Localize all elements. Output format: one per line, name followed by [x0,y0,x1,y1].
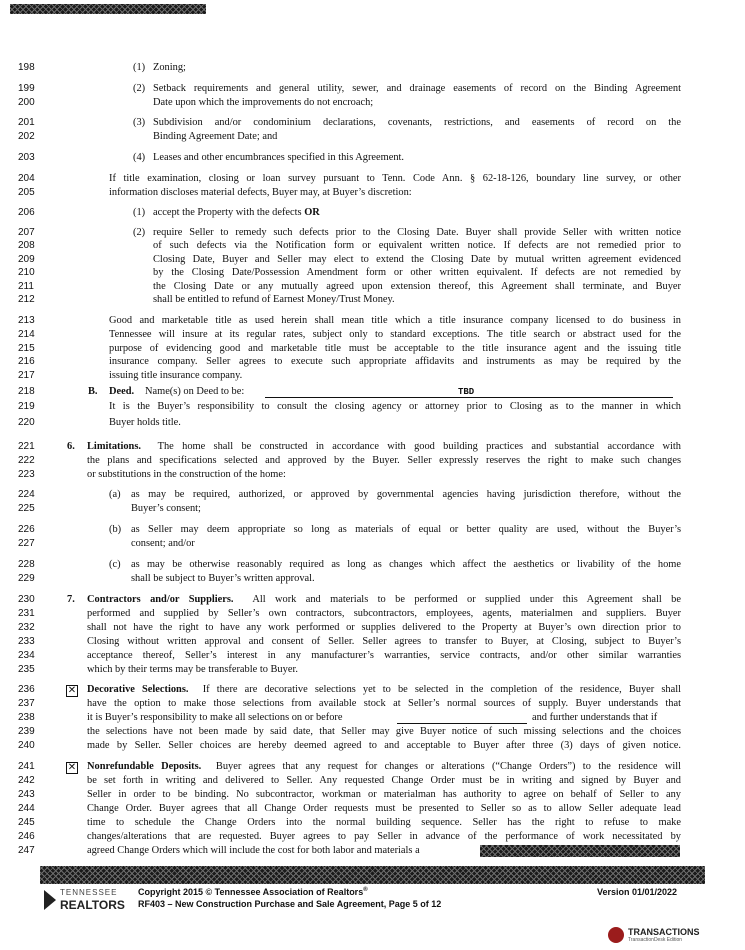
line-number: 210 [18,267,35,278]
line-number: 237 [18,698,35,709]
line-number: 235 [18,664,35,675]
line-content: agreed Change Orders which will include the cost for both labor and materials a [87,845,420,856]
item-label: 7. [67,594,75,605]
line-text [109,173,681,184]
line-text [131,538,195,549]
line-content: Subdivision and/or condominium declarations, covenants, restrictions, and easements of record on the [153,117,681,128]
line-text [109,356,681,367]
line-content: of such defects via the Notification form or equivalent written notice. If defects are not remedied prior to [153,240,681,251]
selection-deadline-field[interactable] [397,712,527,724]
line-text [87,698,681,709]
line-content: consent; and/or [131,538,195,549]
line-number: 206 [18,207,35,218]
line-content: All work and materials to be performed or supplied under this Agreement shall be [252,594,681,605]
line-text [153,294,395,305]
line-text [153,117,681,128]
line-number: 198 [18,62,35,73]
checkbox-236[interactable]: ✕ [67,685,77,696]
line-content: as may be required, authorized, or approved by governmental agencies having jurisdiction therefore, without the [131,489,681,500]
item-label: 6. [67,441,75,452]
item-label: (2) [133,227,146,238]
item-label: (1) [133,207,146,218]
line-number: 218 [18,386,35,397]
line-text [109,329,681,340]
line-text [87,608,681,619]
line-content: made by Seller. Seller choices are hereby deemed agreed to and acceptable to Buyer after three (3) days of given notice. [87,740,681,751]
line-number: 205 [18,187,35,198]
section-heading: Limitations. [87,441,141,452]
line-text [87,817,681,828]
line-number: 202 [18,131,35,142]
item-label: (2) [133,83,146,94]
line-number: 204 [18,173,35,184]
line-number: 207 [18,227,35,238]
line-number: 199 [18,83,35,94]
item-label: (3) [133,117,146,128]
line-number: 231 [18,608,35,619]
line-number: 241 [18,761,35,772]
line-text [109,315,681,326]
section-heading: Nonrefundable Deposits. [87,761,202,772]
line-number: 246 [18,831,35,842]
line-text: it is Buyer’s responsibility to make all selections on or before [87,712,343,723]
line-number: 212 [18,294,35,305]
line-text [153,83,681,94]
line-content: Seller in order to be binding. No subcontractor, workman or materialman has authority to agree on behalf of Seller to any [87,789,681,800]
line-text [109,343,681,354]
line-text [87,455,681,466]
line-number: 240 [18,740,35,751]
section-heading: Decorative Selections. [87,684,189,695]
line-text [131,573,315,584]
line-text [131,559,681,570]
line-number: 225 [18,503,35,514]
line-text [87,650,681,661]
line-number: 209 [18,254,35,265]
deed-label: Name(s) on Deed to be: [145,386,245,397]
line-text [87,441,681,452]
line-number: 236 [18,684,35,695]
line-number: 216 [18,356,35,367]
line-number: 219 [18,401,35,412]
line-content: by the Closing Date/Possession Amendment form or other written equivalent. If defects are not remedied by [153,267,681,278]
transactions-edition: TransactionDesk Edition [628,937,683,943]
line-text [109,187,412,198]
line-number: 243 [18,789,35,800]
line-content: the selections have not been made by said date, that Seller may give Buyer notice of such missing selections and the choices [87,726,681,737]
line-text [87,684,681,695]
deed-name-value: TBD [458,387,475,397]
line-text [153,62,186,73]
line-number: 220 [18,417,35,428]
section-heading: Contractors and/or Suppliers. [87,594,234,605]
line-content: changes/alterations that are requested. Buyer agrees to pay Seller in advance of the performance of work necessitated by [87,831,681,842]
line-number: 229 [18,573,35,584]
line-text: and further understands that if [532,712,658,723]
line-content: Date upon which the improvements do not encroach; [153,97,374,108]
item-label: (1) [133,62,146,73]
line-text [153,281,681,292]
line-number: 222 [18,455,35,466]
line-text [87,831,681,842]
line-text [87,622,681,633]
line-content: shall not have the right to have any work performed or supplies delivered to the Property at Buyer’s own direction prior to [87,622,681,633]
line-number: 226 [18,524,35,535]
line-content: Change Order. Buyer agrees that all Change Order requests must be presented to Seller so as to allow Seller adequate lead [87,803,681,814]
line-number: 217 [18,370,35,381]
item-label: B. [88,386,98,397]
line-number: 214 [18,329,35,340]
line-content: issuing title insurance company. [109,370,243,381]
redaction-bar-top [10,4,206,14]
line-number: 221 [18,441,35,452]
line-text [87,469,286,480]
line-text [87,761,681,772]
line-text [153,97,373,108]
line-number: 200 [18,97,35,108]
line-content: Closing Date, Buyer and Seller may elect to extend the Closing Date by mutual written agreement evidenced [153,254,681,265]
line-number: 208 [18,240,35,251]
line-content: Buyer holds title. [109,417,181,428]
line-content: have the option to make those selections from available stock at Seller’s normal sources of supply. Buyer understands that [87,698,681,709]
line-number: 201 [18,117,35,128]
line-number: 239 [18,726,35,737]
line-content: the plans and specifications selected and approved by the Buyer. Seller expressly reserves the right to make such changes [87,455,681,466]
line-text [153,152,404,163]
line-text [87,789,681,800]
line-content: acceptance thereof, Seller’s interest in any manufacturer’s warranties, service contracts, and/or other similar warranties [87,650,681,661]
line-text [153,240,681,251]
line-content: Buyer agrees that any request for changes or alterations (“Change Orders”) to the residence will [215,761,681,772]
line-text [87,775,681,786]
line-number: 247 [18,845,35,856]
line-number: 232 [18,622,35,633]
line-content: Binding Agreement Date; and [153,131,278,142]
line-content: Zoning; [153,62,186,73]
line-text [87,664,298,675]
line-content: performed and supplied by Seller’s own contractors, subcontractors, employees, agents, materialmen and suppliers. Buyer [87,608,681,619]
line-content: Good and marketable title as used herein shall mean title which a title insurance company licensed to do business in [109,315,681,326]
line-content: accept the Property with the defects [153,207,302,218]
line-content: as Seller may deem appropriate so long as materials of equal or better quality are used, without the Buyer’s [131,524,681,535]
logo-arrow-icon [44,890,56,910]
form-page-line: RF403 – New Construction Purchase and Sale Agreement, Page 5 of 12 [138,899,442,909]
line-text [87,803,681,814]
line-number: 223 [18,469,35,480]
transactions-name: TRANSACTIONS [628,927,700,937]
copyright-line: Copyright 2015 © Tennessee Association of Realtors® [138,887,368,897]
line-content: The home shall be constructed in accordance with good building practices and substantial accordance with [157,441,681,452]
line-content: as may be otherwise reasonably required as long as changes which affect the aesthetics or livability of the home [131,559,681,570]
line-number: 215 [18,343,35,354]
item-label: (a) [109,489,121,500]
line-content: If there are decorative selections yet to be selected in the completion of the residence, Buyer shall [202,684,681,695]
line-content: insurance company. Seller agrees to execute such appropriate affidavits and instruments as may be required by the [109,356,681,367]
line-content: If title examination, closing or loan survey pursuant to Tenn. Code Ann. § 62-18-126, boundary line survey, or other [109,173,681,184]
line-text [153,227,681,238]
line-content: information discloses material defects, Buyer may, at Buyer’s discretion: [109,187,412,198]
logo-text-bottom: REALTORS [60,898,125,912]
line-number: 228 [18,559,35,570]
transactions-logo [608,926,708,946]
line-number: 224 [18,489,35,500]
transactions-circle-icon [608,927,624,943]
line-number: 244 [18,803,35,814]
line-text [87,845,420,856]
line-content: which by their terms may be transferable to Buyer. [87,664,298,675]
version-label: Version 01/01/2022 [597,887,678,897]
line-number: 213 [18,315,35,326]
or-keyword: OR [304,207,320,218]
line-number: 211 [18,281,34,292]
line-number: 238 [18,712,35,723]
line-content: purpose of evidencing good and marketable title must be acceptable to the title insurance agent and the issuing title [109,343,681,354]
line-content: be set forth in writing and delivered to Seller. Any requested Change Order must be in writing and signed by Buyer and [87,775,681,786]
redaction-bar-bottom [40,866,705,884]
line-text [109,417,181,428]
line-text [109,401,681,412]
item-label: (4) [133,152,146,163]
line-content: the Closing Date or any mutually agreed upon extension thereof, this Agreement shall terminate, and Buyer [153,281,681,292]
item-label: (c) [109,559,121,570]
line-content: require Seller to remedy such defects prior to the Closing Date. Buyer shall provide Seller with written notice [153,227,681,238]
line-content: or substitutions in the construction of the home: [87,469,286,480]
line-text [153,207,320,218]
line-number: 233 [18,636,35,647]
line-number: 230 [18,594,35,605]
line-number: 203 [18,152,35,163]
line-text [131,524,681,535]
tennessee-realtors-logo [44,886,124,916]
line-text [131,503,201,514]
line-content: shall be entitled to refund of Earnest Money/Trust Money. [153,294,395,305]
line-text [153,267,681,278]
line-number: 245 [18,817,35,828]
line-content: Buyer’s consent; [131,503,201,514]
page-footer [0,884,745,950]
line-text [87,740,681,751]
line-text [153,131,277,142]
line-number: 227 [18,538,35,549]
line-number: 234 [18,650,35,661]
line-text [109,370,242,381]
line-content: shall be subject to Buyer’s written approval. [131,573,315,584]
line-content: It is the Buyer’s responsibility to consult the closing agency or attorney prior to Closing as to the manner in which [109,401,681,412]
deed-heading: Deed. [109,386,135,397]
line-text [153,254,681,265]
line-content: Closing without written approval and consent of Seller. Seller agrees to transfer to Buyer, at Closing, subject to Buyer’s [87,636,681,647]
line-text [131,489,681,500]
line-content: Tennessee will insure at its regular rates, subject only to standard exceptions. The title search or abstract used for the [109,329,681,340]
line-content: Setback requirements and general utility, sewer, and drainage easements of record on the Binding Agreement [153,83,681,94]
item-label: (b) [109,524,122,535]
checkbox-241[interactable]: ✕ [67,762,77,773]
line-text [87,594,681,605]
logo-text-top: TENNESSEE [60,888,118,897]
line-text [87,636,681,647]
line-number: 242 [18,775,35,786]
line-content: Leases and other encumbrances specified in this Agreement. [153,152,405,163]
line-content: time to schedule the Change Orders into the normal building sequence. Seller has the right to refuse to make [87,817,681,828]
line-text [87,726,681,737]
redaction-inline [480,845,680,857]
